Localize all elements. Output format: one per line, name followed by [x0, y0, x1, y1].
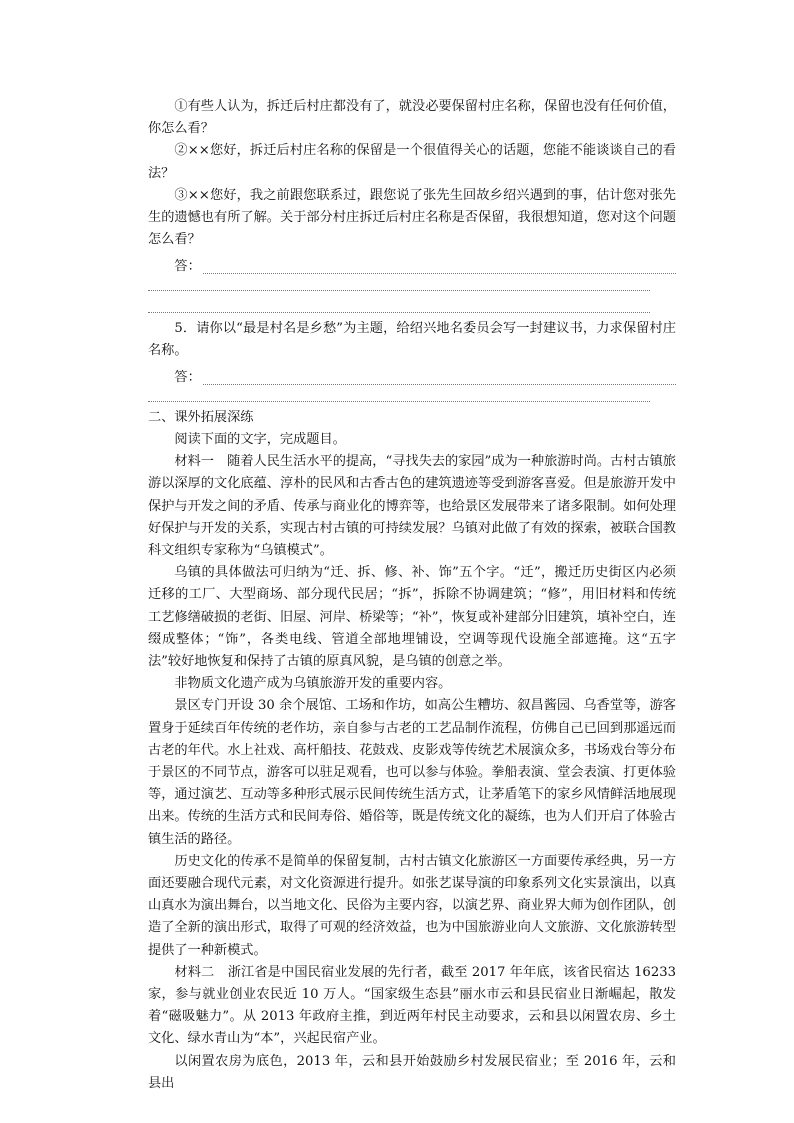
q4-answer-label: 答： [174, 258, 201, 274]
q4-item-2: ②××您好，拆迁后村庄名称的保留是一个很值得关心的话题，您能不能谈谈自己的看法？ [148, 143, 676, 181]
document-page [148, 96, 676, 1095]
q5-prompt: 5．请你以“最是村名是乡愁”为主题，给绍兴地名委员会写一封建议书，力求保留村庄名称。 [148, 320, 676, 359]
q5-answer-label: 答： [174, 369, 201, 385]
material2-paragraph-2: 以闲置农房为底色，2013 年，云和县开始鼓励乡村发展民宿业；至 2016 年，云和县出 [148, 1053, 676, 1091]
material1-paragraph-1: 材料一 随着人民生活水平的提高，“寻找失去的家园”成为一种旅游时尚。古村古镇旅游以深厚的文化底蕴、淳朴的民风和古香古色的建筑遗迹等受到游客喜爱。但是旅游开发中保护与开发之间的矛盾、传承与商业化的博弈等，也给景区发展带来了诸多限制。如何处理好保护与开发的关系，实现古村古镇的可持续发展？乌镇对此做了有效的探索，被联合国教科文组织专家称为“乌镇模式”。 [148, 454, 676, 558]
q5-answer-line-2[interactable] [148, 385, 676, 407]
material1-paragraph-3: 非物质文化遗产成为乌镇旅游开发的重要内容。 [174, 676, 452, 692]
answer-dotted-line [203, 260, 676, 274]
q4-item-1: ①有些人认为，拆迁后村庄都没有了，就没必要保留村庄名称，保留也没有任何价值，你怎么看？ [148, 99, 676, 137]
q4-answer-line-3[interactable] [148, 296, 676, 318]
material2-paragraph-1: 材料二 浙江省是中国民宿业发展的先行者，截至 2017 年年底，该省民宿达 16233 家，参与就业创业农民近 10 万人。“国家级生态县”丽水市云和县民宿业日渐崛起，散发着“磁吸魅力”。从 2013 年政府主推，到近两年村民主动要求，云和县以闲置农房、乡土文化、绿水青山为“本”，兴起民宿产业。 [148, 964, 676, 1047]
q4-answer-line-2[interactable] [148, 274, 676, 296]
reading-instruction: 阅读下面的文字，完成题目。 [174, 431, 346, 447]
answer-dotted-line [203, 371, 676, 385]
material1-paragraph-4: 景区专门开设 30 余个展馆、工场和作坊，如高公生糟坊、叙昌酱园、乌香堂等，游客置身于延续百年传统的老作坊，亲自参与古老的工艺品制作流程，仿佛自己已回到那遥远而古老的年代。水上社戏、高杆船技、花鼓戏、皮影戏等传统艺术展演众多，书场戏台等分布于景区的不同节点，游客可以驻足观看，也可以参与体验。拳船表演、堂会表演、打更体验等，通过演艺、互动等多种形式展示民间传统生活方式，让茅盾笔下的家乡风情鲜活地展现出来。传统的生活方式和民间寿俗、婚俗等，既是传统文化的凝练，也为人们开启了体验古镇生活的路径。 [148, 698, 676, 847]
material1-paragraph-2: 乌镇的具体做法可归纳为“迁、拆、修、补、饰”五个字。“迁”，搬迁历史街区内必须迁移的工厂、大型商场、部分现代民居；“拆”，拆除不协调建筑；“修”，用旧材料和传统工艺修缮破损的老街、旧屋、河岸、桥梁等；“补”，恢复或补建部分旧建筑，填补空白，连缀成整体；“饰”，各类电线、管道全部地埋铺设，空调等现代设施全部遮掩。这“五字法”较好地恢复和保持了古镇的原真风貌，是乌镇的创意之举。 [148, 565, 676, 669]
q5-answer-line[interactable] [148, 362, 676, 384]
material1-paragraph-5: 历史文化的传承不是简单的保留复制，古村古镇文化旅游区一方面要传承经典，另一方面还要融合现代元素，对文化资源进行提升。如张艺谋导演的印象系列文化实景演出，以真山真水为演出舞台，以当地文化、民俗为主要内容，以演艺界、商业界大师为创作团队，创造了全新的演出形式，取得了可观的经济效益，也为中国旅游业向人文旅游、文化旅游转型提供了一种新模式。 [148, 853, 676, 958]
section-heading: 二、课外拓展深练 [148, 409, 254, 425]
q4-item-3: ③××您好，我之前跟您联系过，跟您说了张先生回故乡绍兴遇到的事，估计您对张先生的遗憾也有所了解。关于部分村庄拆迁后村庄名称是否保留，我很想知道，您对这个问题怎么看？ [148, 187, 676, 248]
q4-answer-line[interactable] [148, 251, 676, 273]
